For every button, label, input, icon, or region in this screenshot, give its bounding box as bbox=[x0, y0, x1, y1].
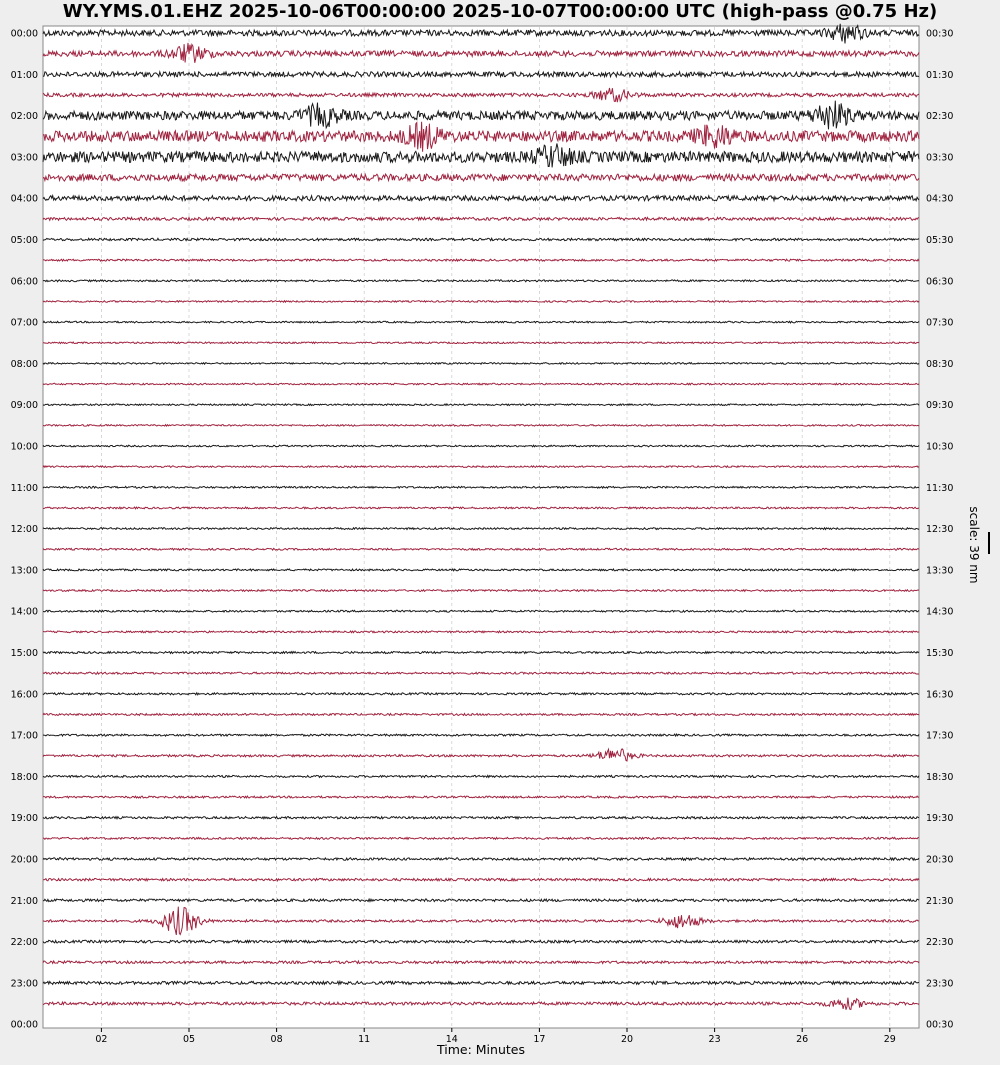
left-time-label: 10:00 bbox=[10, 441, 38, 453]
left-time-label: 00:00 bbox=[10, 28, 38, 40]
x-tick-label: 29 bbox=[883, 1034, 896, 1045]
x-axis-label: Time: Minutes bbox=[437, 1042, 525, 1057]
right-time-label: 00:30 bbox=[926, 28, 954, 40]
left-time-label: 06:00 bbox=[10, 276, 38, 288]
right-time-label: 15:30 bbox=[926, 648, 954, 659]
right-time-label: 18:30 bbox=[926, 771, 954, 783]
x-tick-label: 17 bbox=[533, 1034, 546, 1045]
left-time-label: 00:00 bbox=[10, 1019, 38, 1031]
left-time-label: 23:00 bbox=[10, 978, 38, 990]
left-time-label: 05:00 bbox=[10, 235, 38, 246]
right-time-label: 07:30 bbox=[926, 317, 954, 329]
right-time-label: 03:30 bbox=[926, 152, 954, 164]
x-tick-label: 05 bbox=[182, 1034, 196, 1045]
left-time-label: 19:00 bbox=[10, 813, 38, 825]
left-time-label: 21:00 bbox=[10, 895, 38, 907]
right-time-label: 08:30 bbox=[926, 358, 954, 370]
left-time-label: 01:00 bbox=[10, 69, 38, 81]
right-time-label: 09:30 bbox=[926, 400, 954, 412]
right-time-labels bbox=[926, 29, 953, 1031]
left-time-label: 11:00 bbox=[10, 482, 38, 494]
left-time-label: 22:00 bbox=[10, 937, 38, 949]
right-time-label: 21:30 bbox=[926, 895, 954, 907]
x-tick-label: 23 bbox=[708, 1034, 721, 1045]
right-time-label: 16:30 bbox=[926, 689, 954, 701]
left-time-label: 04:00 bbox=[10, 193, 38, 205]
x-tick-label: 08 bbox=[270, 1034, 283, 1045]
right-time-label: 14:30 bbox=[926, 606, 954, 618]
right-time-label: 13:30 bbox=[926, 565, 954, 577]
right-time-label: 06:30 bbox=[926, 276, 954, 288]
left-time-label: 20:00 bbox=[10, 854, 38, 866]
x-tick-label: 20 bbox=[620, 1034, 634, 1045]
right-time-label: 19:30 bbox=[926, 813, 954, 825]
right-time-label: 00:30 bbox=[926, 1019, 954, 1031]
left-time-labels bbox=[11, 29, 38, 1031]
right-time-label: 12:30 bbox=[926, 524, 954, 536]
x-tick-label: 14 bbox=[445, 1034, 458, 1045]
left-time-label: 13:00 bbox=[10, 565, 38, 577]
right-time-label: 10:30 bbox=[926, 441, 954, 453]
right-time-label: 05:30 bbox=[926, 235, 954, 246]
left-time-label: 07:00 bbox=[10, 317, 38, 329]
left-time-label: 12:00 bbox=[10, 524, 38, 536]
right-time-label: 23:30 bbox=[926, 978, 954, 990]
scale-label: scale: 39 nm bbox=[967, 506, 981, 584]
left-time-label: 08:00 bbox=[10, 358, 38, 370]
right-time-label: 11:30 bbox=[926, 482, 954, 494]
right-time-label: 17:30 bbox=[926, 730, 954, 742]
left-time-label: 15:00 bbox=[10, 648, 38, 659]
x-tick-label: 26 bbox=[796, 1034, 809, 1045]
left-time-label: 02:00 bbox=[10, 111, 38, 123]
right-time-label: 22:30 bbox=[926, 937, 954, 949]
left-time-label: 17:00 bbox=[10, 730, 38, 742]
right-time-label: 02:30 bbox=[926, 111, 954, 123]
left-time-label: 09:00 bbox=[10, 400, 38, 412]
left-time-label: 03:00 bbox=[10, 152, 38, 164]
chart-title: WY.YMS.01.EHZ 2025-10-06T00:00:00 2025-10-07T00:00:00 UTC (high-pass @0.75 Hz) bbox=[62, 1, 938, 22]
right-time-label: 01:30 bbox=[926, 69, 954, 81]
left-time-label: 18:00 bbox=[10, 771, 38, 783]
x-tick-label: 02 bbox=[95, 1034, 108, 1045]
left-time-label: 14:00 bbox=[10, 606, 38, 618]
x-tick-label: 11 bbox=[358, 1034, 371, 1045]
right-time-label: 04:30 bbox=[926, 193, 954, 205]
left-time-label: 16:00 bbox=[10, 689, 38, 701]
scale-bar bbox=[988, 532, 990, 554]
right-time-label: 20:30 bbox=[926, 854, 954, 866]
